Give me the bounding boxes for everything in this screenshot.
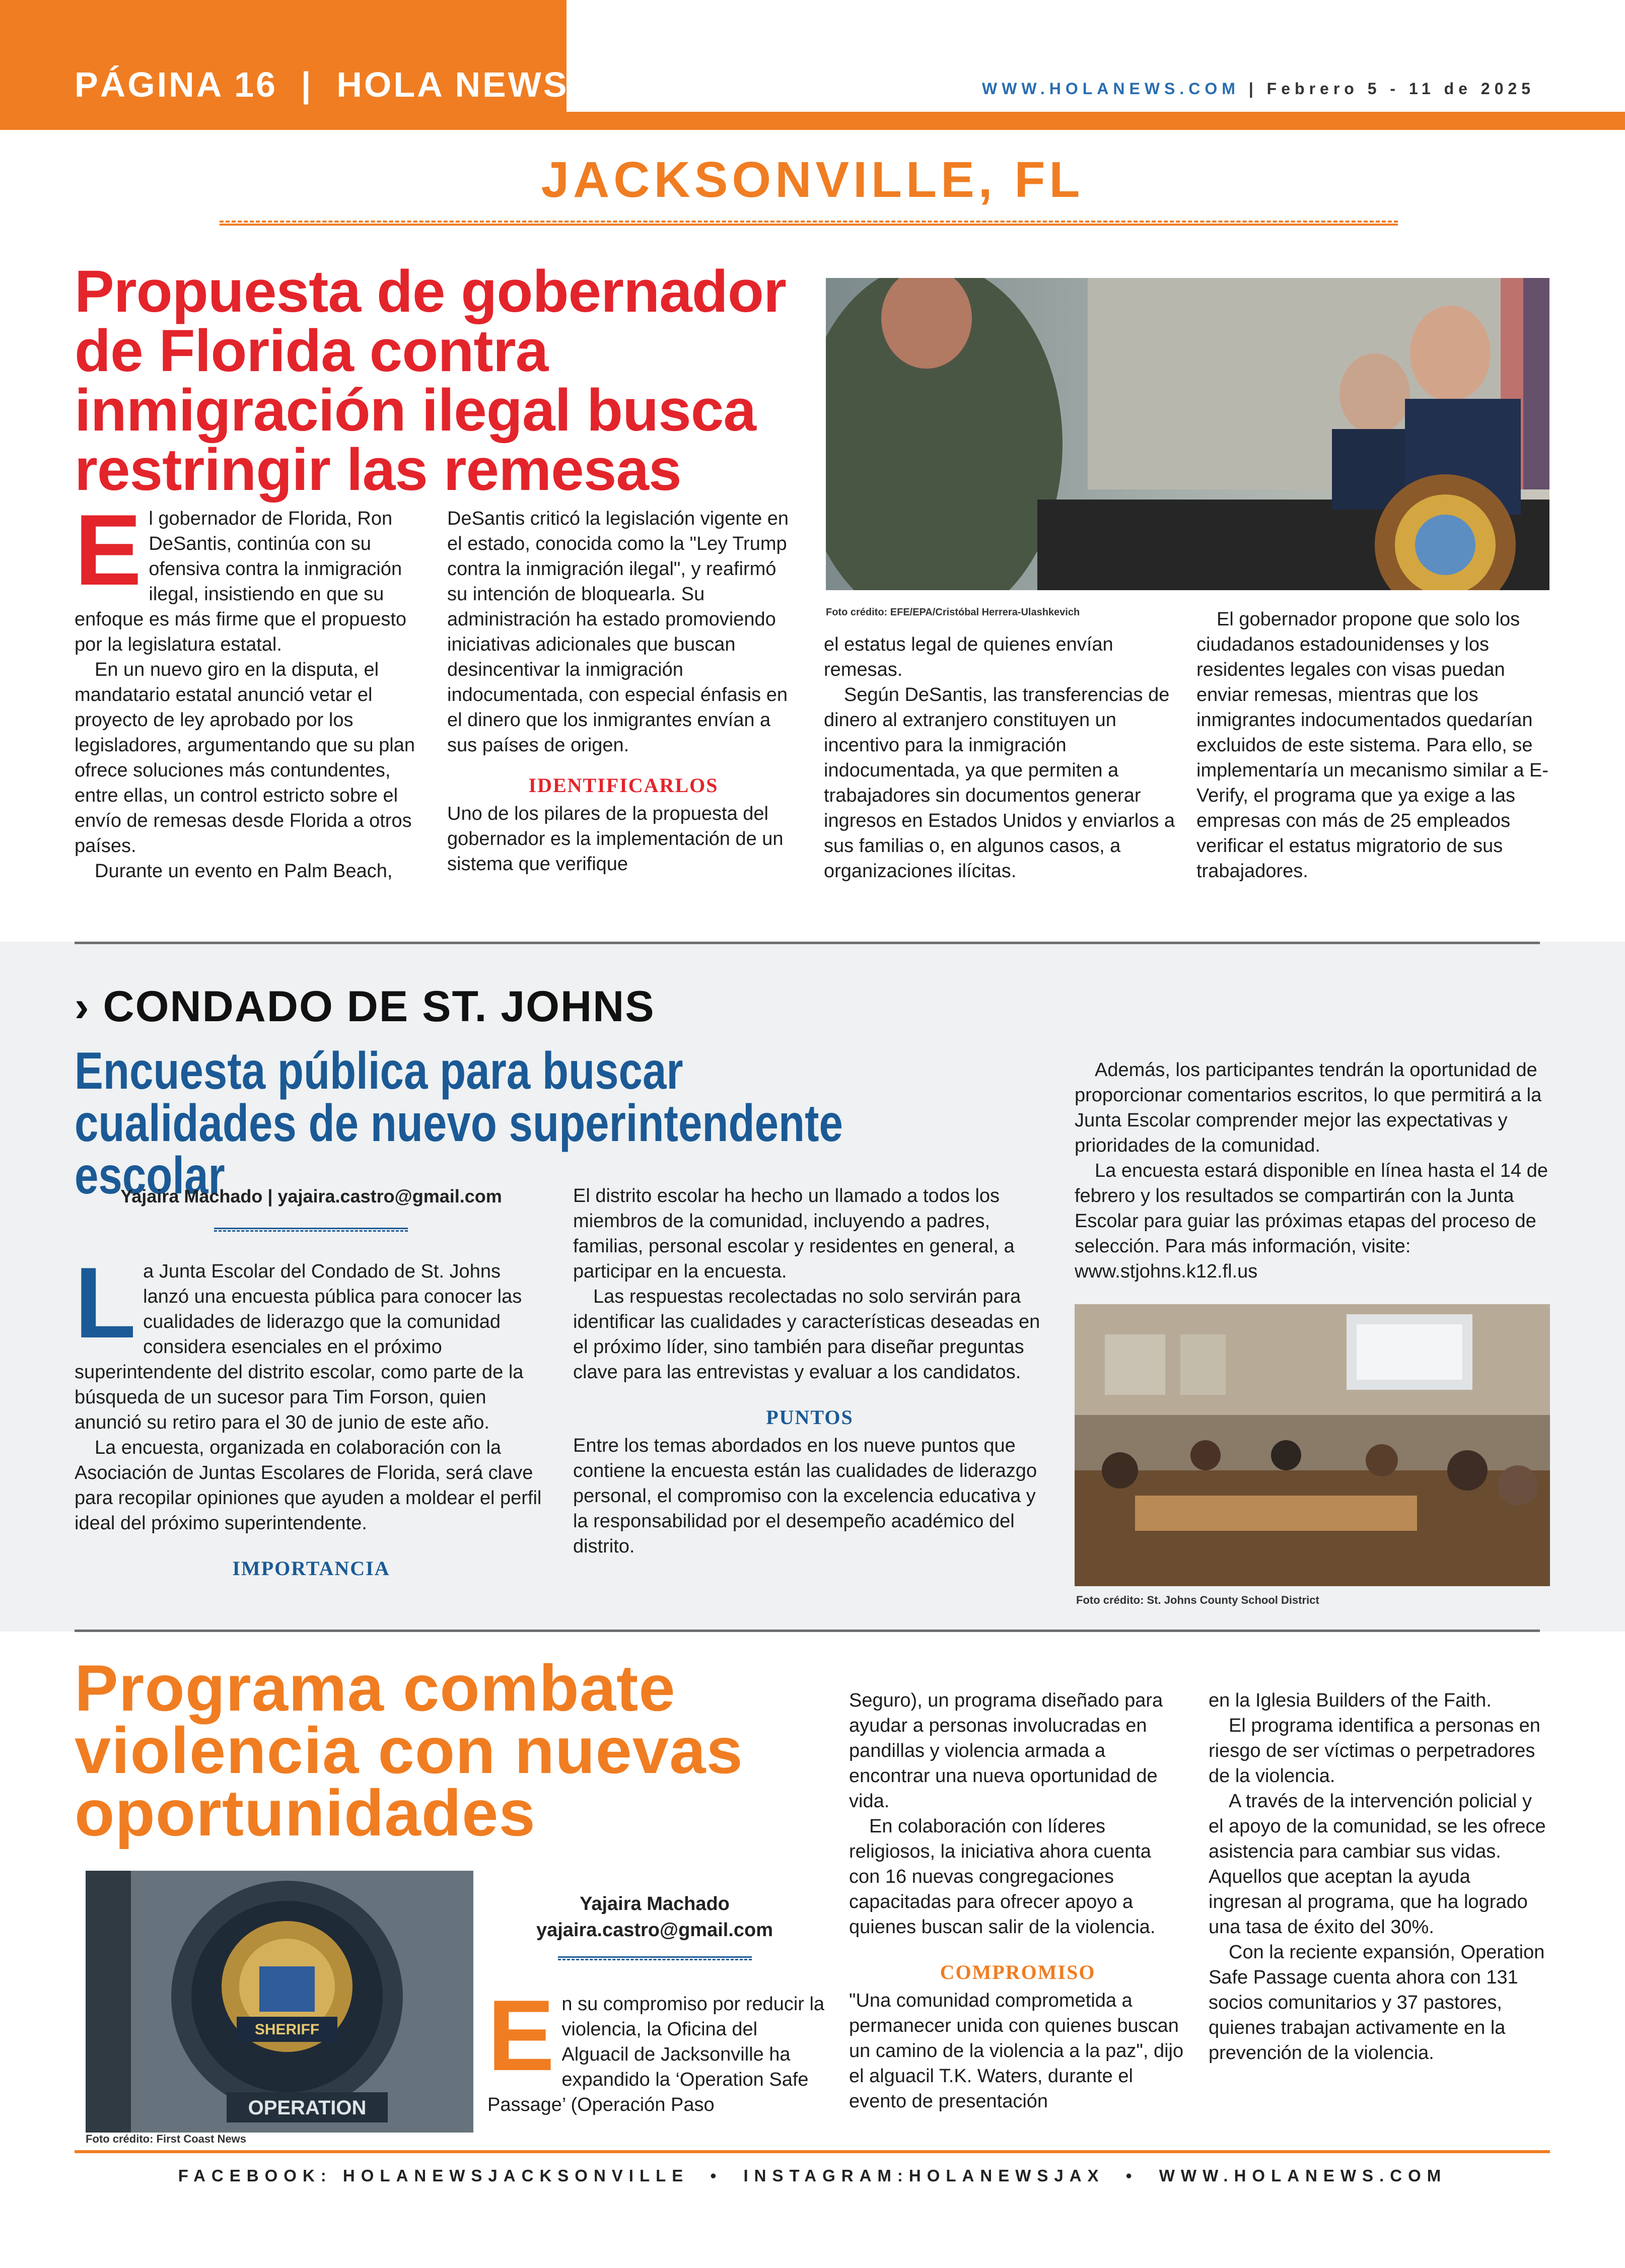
paragraph: Según DeSantis, las transferencias de dinero al extranjero constituyen un incentivo para la inmigración indocumentada, ya que permiten a trabajadores sin documentos generar ingresos en Estados Unidos y enviarlos a sus familias o, en algunos casos, a organizaciones ilícitas. [824, 684, 1175, 882]
article1-headline: Propuesta de gobernador de Florida contra inmigración ilegal busca restringir las remesas [75, 258, 786, 503]
press-conference-image [826, 278, 1549, 590]
footer-rule [75, 2150, 1550, 2153]
header-site-date [982, 80, 1535, 98]
article2-photo [1075, 1304, 1550, 1586]
paragraph: l gobernador de Florida, Ron DeSantis, continúa con su ofensiva contra la inmigración ilegal, insistiendo en que su enfoque es más firme que el propuesto por la legislatura estatal. [75, 508, 407, 655]
article3-col3 [1209, 1688, 1546, 2066]
article2-byline: Yajaira Machado | yajaira.castro@gmail.com [120, 1186, 502, 1207]
paragraph: Seguro), un programa diseñado para ayudar a personas involucradas en pandillas y violencia armada a encontrar una nueva oportunidad de vida. [849, 1690, 1163, 1812]
subhead: IDENTIFICARLOS [528, 774, 719, 797]
article3-photo-credit: Foto crédito: First Coast News [86, 2133, 247, 2145]
divider [75, 942, 1540, 944]
section-title-rule [220, 221, 1398, 226]
byline-email: yajaira.castro@gmail.com [536, 1920, 773, 1941]
article2-photo-credit: Foto crédito: St. Johns County School District [1076, 1594, 1319, 1606]
paragraph: La encuesta, organizada en colaboración con la Asociación de Juntas Escolares de Florida, será clave para recopilar opiniones que ayuden a moldear el perfil ideal del próximo superintendente. [75, 1437, 542, 1534]
article3-headline: Programa combate violencia con nuevas oportunidades [75, 1651, 743, 1850]
article1-photo-credit: Foto crédito: EFE/EPA/Cristóbal Herrera-Ulashkevich [826, 607, 1080, 618]
paragraph: El distrito escolar ha hecho un llamado a todos los miembros de la comunidad, incluyendo a padres, familias, personal escolar y residentes en general, a participar en la encuesta. [573, 1185, 1015, 1282]
paragraph: n su compromiso por reducir la violencia, la Oficina del Alguacil de Jacksonville ha expandido la ‘Operation Safe Passage’ (Operación Paso [487, 1994, 825, 2115]
article1-col1 [75, 494, 417, 884]
dropcap: E [487, 1979, 555, 2092]
footer-social-links[interactable]: FACEBOOK: HOLANEWSJACKSONVILLE • INSTAGRAM:HOLANEWSJAX • WWW.HOLANEWS.COM [178, 2166, 1447, 2185]
paragraph: el estatus legal de quienes envían remesas. [824, 634, 1113, 680]
paragraph: Las respuestas recolectadas no solo servirán para identificar las cualidades y características deseadas en el próximo líder, sino también para diseñar preguntas clave para las entrevistas y evaluar a los candidatos. [573, 1286, 1040, 1383]
article3-byline [483, 1891, 826, 1943]
paragraph: DeSantis criticó la legislación vigente en el estado, conocida como la "Ley Trump contra la inmigración ilegal", y reafirmó su intención de bloquearla. Su administración ha estado promoviendo iniciativas adicionales que buscan desincentivar la inmigración indocumentada, con especial énfasis en el dinero que los inmigrantes envían a sus países de origen. [447, 508, 789, 756]
sheriff-badge-image [86, 1871, 473, 2133]
article1-photo [826, 278, 1549, 590]
paragraph: a Junta Escolar del Condado de St. Johns lanzó una encuesta pública para conocer las cualidades de liderazgo que la comunidad considera esenciales en el próximo superintendente del distrito escolar, como parte de la búsqueda de un sucesor para Tim Forson, quien anunció su retiro para el 30 de junio de este año. [75, 1261, 524, 1433]
article2-col1 [75, 1247, 548, 1584]
meeting-room-image [1075, 1304, 1550, 1586]
article1-col2 [447, 506, 800, 877]
byline-name: Yajaira Machado [580, 1893, 730, 1915]
operation-sign: OPERATION [248, 2097, 367, 2119]
article1-col4 [1196, 607, 1549, 884]
paragraph: en la Iglesia Builders of the Faith. [1209, 1690, 1492, 1711]
paragraph: En colaboración con líderes religiosos, la iniciativa ahora cuenta con 16 nuevas congregaciones capacitadas para ofrecer apoyo a quienes buscan salir de la violencia. [849, 1816, 1156, 1938]
article2-kicker: › CONDADO DE ST. JOHNS [75, 982, 655, 1031]
paragraph: "Una comunidad comprometida a permanecer unida con quienes buscan un camino de la violencia a la paz", dijo el alguacil T.K. Waters, durante el evento de presentación [849, 1990, 1184, 2112]
paragraph: La encuesta estará disponible en línea hasta el 14 de febrero y los resultados se compartirán con la Junta Escolar para guiar las próximas etapas del proceso de selección. Para más información, visite: www.stjohns.k12.fl.us [1075, 1160, 1548, 1282]
article3-col2 [849, 1688, 1186, 2114]
article1-col3 [824, 632, 1176, 884]
paragraph: A través de la intervención policial y el apoyo de la comunidad, se les ofrece asistencia para cambiar sus vidas. Aquellos que aceptan la ayuda ingresan al programa, que ha logrado una tasa de éxito del 30%. [1209, 1791, 1546, 1938]
article3-photo [86, 1871, 473, 2133]
article2-col3 [1075, 1057, 1550, 1284]
paragraph: Entre los temas abordados en los nueve puntos que contiene la encuesta están las cualidades de liderazgo personal, el compromiso con la excelencia educativa y la responsabilidad por el desempeño académico del distrito. [573, 1435, 1037, 1557]
issue-date: Febrero 5 - 11 de 2025 [1266, 80, 1535, 98]
paragraph: El programa identifica a personas en riesgo de ser víctimas o perpetradores de la violencia. [1209, 1715, 1540, 1787]
article2-headline: Encuesta pública para buscar cualidades de nuevo superintendente escolar [75, 1042, 843, 1205]
dropcap: E [75, 494, 142, 606]
paragraph: Durante un evento en Palm Beach, [95, 861, 393, 882]
subhead: PUNTOS [766, 1406, 854, 1429]
byline-rule [214, 1228, 408, 1232]
subhead: COMPROMISO [940, 1961, 1096, 1983]
divider [75, 1629, 1540, 1632]
badge-label: SHERIFF [254, 2021, 320, 2038]
paragraph: El gobernador propone que solo los ciudadanos estadounidenses y los residentes legales con visas puedan enviar remesas, mientras que los inmigrantes indocumentados quedarían excluidos de este sistema. Para ello, se implementaría un mecanismo similar a E-Verify, el programa que ya exige a las empresas con más de 25 empleados verificar el estatus migratorio de sus trabajadores. [1196, 609, 1549, 882]
website-link[interactable]: WWW.HOLANEWS.COM [982, 80, 1240, 98]
paragraph: En un nuevo giro en la disputa, el mandatario estatal anunció vetar el proyecto de ley aprobado por los legisladores, argumentando que su plan ofrece soluciones más contundentes, entre ellas, un control estricto sobre el envío de remesas desde Florida a otros países. [75, 659, 415, 857]
paragraph: Además, los participantes tendrán la oportunidad de proporcionar comentarios escritos, lo que permitirá a la Junta Escolar comprender mejor las expectativas y prioridades de la comunidad. [1075, 1059, 1542, 1156]
section-title: JACKSONVILLE, FL [541, 152, 1084, 208]
page-label: PÁGINA 16 | HOLA NEWS [75, 65, 569, 104]
dropcap: L [75, 1247, 136, 1359]
subhead: IMPORTANCIA [232, 1557, 390, 1580]
article3-col1 [487, 1979, 826, 2117]
byline-rule [558, 1956, 752, 1960]
paragraph: Con la reciente expansión, Operation Safe Passage cuenta ahora con 131 socios comunitarios y 37 pastores, quienes trabajan activamente en la prevención de la violencia. [1209, 1942, 1545, 2064]
paragraph: Uno de los pilares de la propuesta del gobernador es la implementación de un sistema que verifique [447, 803, 784, 875]
header-separator: | [1248, 80, 1258, 98]
article2-col2 [573, 1183, 1046, 1559]
